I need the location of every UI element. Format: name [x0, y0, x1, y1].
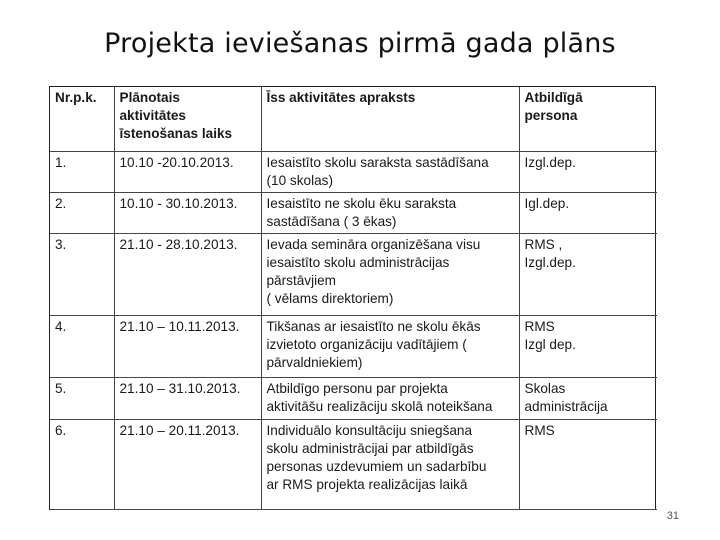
cell-text-line: ar RMS projekta realizācijas laikā	[266, 476, 468, 492]
table-row	[50, 315, 657, 377]
cell-text-line: Skolas	[524, 380, 566, 396]
cell-text-line: RMS	[524, 318, 555, 334]
cell-text-line: 2.	[55, 195, 67, 211]
plan-table	[50, 87, 657, 510]
plan-table-body	[50, 87, 657, 509]
row-number-cell	[50, 151, 114, 192]
cell-text-line: Atbildīgo personu par projekta	[266, 380, 448, 396]
cell-text-line: Tikšanas ar iesaistīto ne skolu ēkās	[266, 318, 481, 334]
time-cell	[114, 315, 261, 377]
header-cell	[519, 87, 657, 151]
cell-text-line: 4.	[55, 318, 67, 334]
cell-text-line: Atbildīgā	[524, 90, 583, 105]
time-cell	[114, 192, 261, 233]
cell-text-line: Izgl.dep.	[524, 254, 576, 270]
header-cell	[114, 87, 261, 151]
cell-text-line: aktivitātes	[119, 108, 186, 123]
table-row	[50, 192, 657, 233]
table-row	[50, 233, 657, 315]
cell-text-line: personas uzdevumiem un sadarbību	[266, 458, 487, 474]
cell-text-line: Iesaistīto ne skolu ēku saraksta	[266, 195, 457, 211]
cell-text-line: Nr.p.k.	[55, 90, 97, 105]
responsible-cell	[519, 192, 657, 233]
table-row	[50, 419, 657, 509]
time-cell	[114, 377, 261, 419]
responsible-cell	[519, 419, 657, 509]
description-cell	[261, 315, 519, 377]
responsible-cell	[519, 151, 657, 192]
responsible-cell	[519, 315, 657, 377]
plan-table-frame	[49, 86, 656, 510]
description-cell	[261, 419, 519, 509]
cell-text-line: Izgl dep.	[524, 336, 576, 352]
cell-text-line: pārvaldniekiem)	[266, 354, 363, 370]
cell-text-line: Igl.dep.	[524, 195, 570, 211]
cell-text-line: 3.	[55, 236, 67, 252]
table-header-row	[50, 87, 657, 151]
cell-text-line: izvietoto organizāciju vadītājiem (	[266, 336, 467, 352]
responsible-cell	[519, 377, 657, 419]
cell-text-line: 6.	[55, 422, 67, 438]
cell-text-line: 21.10 – 31.10.2013.	[119, 380, 241, 396]
cell-text-line: aktivitāšu realizāciju skolā noteikšana	[266, 398, 493, 414]
cell-text-line: Īss aktivitātes apraksts	[266, 90, 416, 105]
cell-text-line: 21.10 – 10.11.2013.	[119, 318, 240, 334]
row-number-cell	[50, 377, 114, 419]
description-cell	[261, 377, 519, 419]
description-cell	[261, 233, 519, 315]
row-number-cell	[50, 233, 114, 315]
header-cell	[50, 87, 114, 151]
description-cell	[261, 151, 519, 192]
cell-text-line: īstenošanas laiks	[119, 126, 233, 141]
cell-text-line: 21.10 – 20.11.2013.	[119, 422, 240, 438]
cell-text-line: 21.10 - 28.10.2013.	[119, 236, 238, 252]
cell-text-line: Ievada semināra organizēšana visu	[266, 236, 481, 252]
cell-text-line: pārstāvjiem	[266, 272, 337, 288]
cell-text-line: Plānotais	[119, 90, 180, 105]
cell-text-line: Iesaistīto skolu saraksta sastādīšana	[266, 154, 489, 170]
cell-text-line: persona	[524, 108, 578, 123]
cell-text-line: Individuālo konsultāciju sniegšana	[266, 422, 473, 438]
cell-text-line: administrācija	[524, 398, 608, 414]
cell-text-line: iesaistīto skolu administrācijas	[266, 254, 450, 270]
cell-text-line: ( vēlams direktoriem)	[266, 290, 394, 306]
page-number: 31	[666, 510, 679, 522]
table-row	[50, 151, 657, 192]
row-number-cell	[50, 419, 114, 509]
cell-text-line: skolu administrācijai par atbildīgās	[266, 440, 474, 456]
cell-text-line: RMS ,	[524, 236, 563, 252]
cell-text-line: Izgl.dep.	[524, 154, 576, 170]
page-title: Projekta ieviešanas pirmā gada plāns	[104, 28, 616, 59]
responsible-cell	[519, 233, 657, 315]
time-cell	[114, 151, 261, 192]
table-row	[50, 377, 657, 419]
cell-text-line: (10 skolas)	[266, 172, 333, 188]
cell-text-line: sastādīšana ( 3 ēkas)	[266, 213, 397, 229]
cell-text-line: 10.10 -20.10.2013.	[119, 154, 234, 170]
cell-text-line: 5.	[55, 380, 67, 396]
time-cell	[114, 233, 261, 315]
cell-text-line: 10.10 - 30.10.2013.	[119, 195, 238, 211]
cell-text-line: 1.	[55, 154, 67, 170]
cell-text-line: RMS	[524, 422, 555, 438]
row-number-cell	[50, 192, 114, 233]
header-cell	[261, 87, 519, 151]
description-cell	[261, 192, 519, 233]
row-number-cell	[50, 315, 114, 377]
time-cell	[114, 419, 261, 509]
